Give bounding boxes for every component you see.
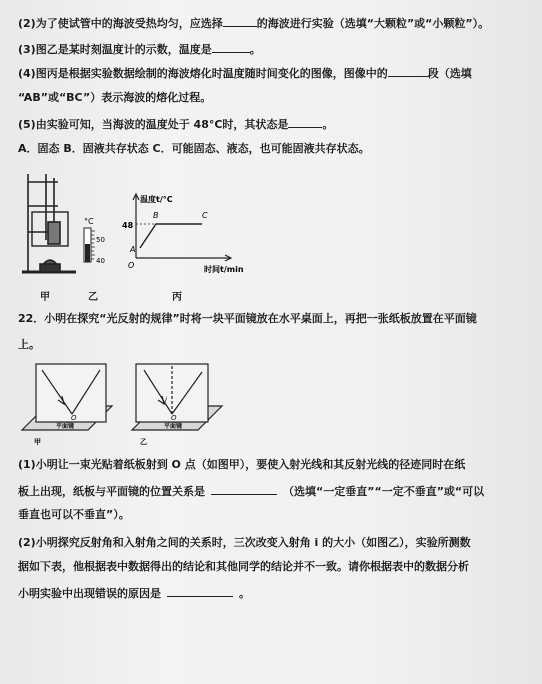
answer-blank[interactable] [388, 66, 428, 77]
p2-line-2: 据如下表，他根据表中数据得出的结论和其他同学的结论并不一致。请你根据表中的数据分析 [18, 560, 469, 573]
answer-blank[interactable] [288, 117, 322, 128]
text: (3)图乙是某时刻温度计的示数，温度是 [18, 43, 212, 56]
text: 。 [249, 43, 261, 56]
text: 板上出现，纸板与平面镜的位置关系是 [18, 485, 205, 498]
mirror-setup-yi [132, 364, 222, 430]
thermometer [84, 217, 105, 265]
graph-point-b: B [153, 211, 159, 220]
mirror-label-yi: 平面镜 [164, 423, 183, 430]
figure-1 [18, 168, 258, 296]
p1-line-1: (1)小明让一束光贴着纸板射到 O 点（如图甲），要使入射光线和其反射光线的径迹同时在纸 [18, 458, 466, 471]
answer-blank[interactable] [212, 42, 250, 53]
text: (4)图丙是根据实验数据绘制的海波熔化时温度随时间变化的图像，图像中的 [18, 67, 388, 80]
thermo-tick-40: 40 [96, 257, 105, 265]
fig2-label-jia: 甲 [34, 438, 41, 446]
point-o-jia: O [71, 414, 77, 422]
graph-point-c: C [202, 211, 208, 220]
q-line-5 [18, 117, 333, 132]
answer-blank[interactable] [167, 586, 233, 597]
p1-line-2 [18, 484, 484, 499]
text: 段（选填 [427, 67, 472, 80]
thermo-unit: °C [84, 217, 94, 226]
fig2-label-yi: 乙 [140, 438, 147, 446]
heating-apparatus [22, 174, 76, 272]
p1-line-3: 垂直也可以不垂直”）。 [18, 508, 130, 521]
q-options: A．固态 B．固液共存状态 C．可能固态、液态，也可能固液共存状态。 [18, 142, 370, 155]
q-line-2 [18, 16, 489, 31]
q-line-3 [18, 42, 261, 57]
q22-stem-2: 上。 [18, 338, 40, 351]
q-line-4 [18, 66, 472, 81]
fig1-label-yi: 乙 [88, 292, 98, 303]
point-o-yi: O [171, 414, 177, 422]
q22-stem-1: 22．小明在探究“光反射的规律”时将一块平面镜放在水平桌面上，再把一张纸板放置在平面镜 [18, 312, 477, 325]
text: 。 [322, 118, 334, 131]
fig1-label-bing: 丙 [172, 292, 182, 303]
p2-line-3 [18, 586, 250, 601]
figure-2 [18, 358, 228, 450]
text: （选填“一定垂直”“一定不垂直”或“可以 [283, 485, 485, 498]
angle-i: i [165, 396, 167, 404]
fig1-label-jia: 甲 [40, 292, 50, 303]
text: 的海波进行实验（选填“大颗粒”或“小颗粒”）。 [256, 17, 490, 30]
graph-y-48: 48 [122, 221, 134, 230]
answer-blank[interactable] [211, 484, 277, 495]
mirror-label-jia: 平面镜 [56, 423, 75, 430]
graph-origin: O [128, 261, 135, 270]
text: 。 [239, 587, 250, 600]
text: 小明实验中出现错误的原因是 [18, 587, 161, 600]
p2-line-1: (2)小明探究反射角和入射角之间的关系时，三次改变入射角 i 的大小（如图乙），实验所测数 [18, 536, 471, 549]
graph-point-a: A [130, 245, 136, 254]
text: (5)由实验可知，当海波的温度处于 48°C时，其状态是 [18, 118, 289, 131]
text: (2)为了使试管中的海波受热均匀，应选择 [18, 17, 223, 30]
answer-blank[interactable] [223, 16, 257, 27]
graph-xlabel: 时间t/min [204, 265, 244, 274]
mirror-setup-jia [22, 364, 112, 430]
q-line-4b: “AB”或“BC”）表示海波的熔化过程。 [18, 91, 212, 104]
melting-graph [133, 194, 231, 261]
graph-ylabel: 温度t/°C [140, 195, 173, 204]
thermo-tick-50: 50 [96, 236, 105, 244]
